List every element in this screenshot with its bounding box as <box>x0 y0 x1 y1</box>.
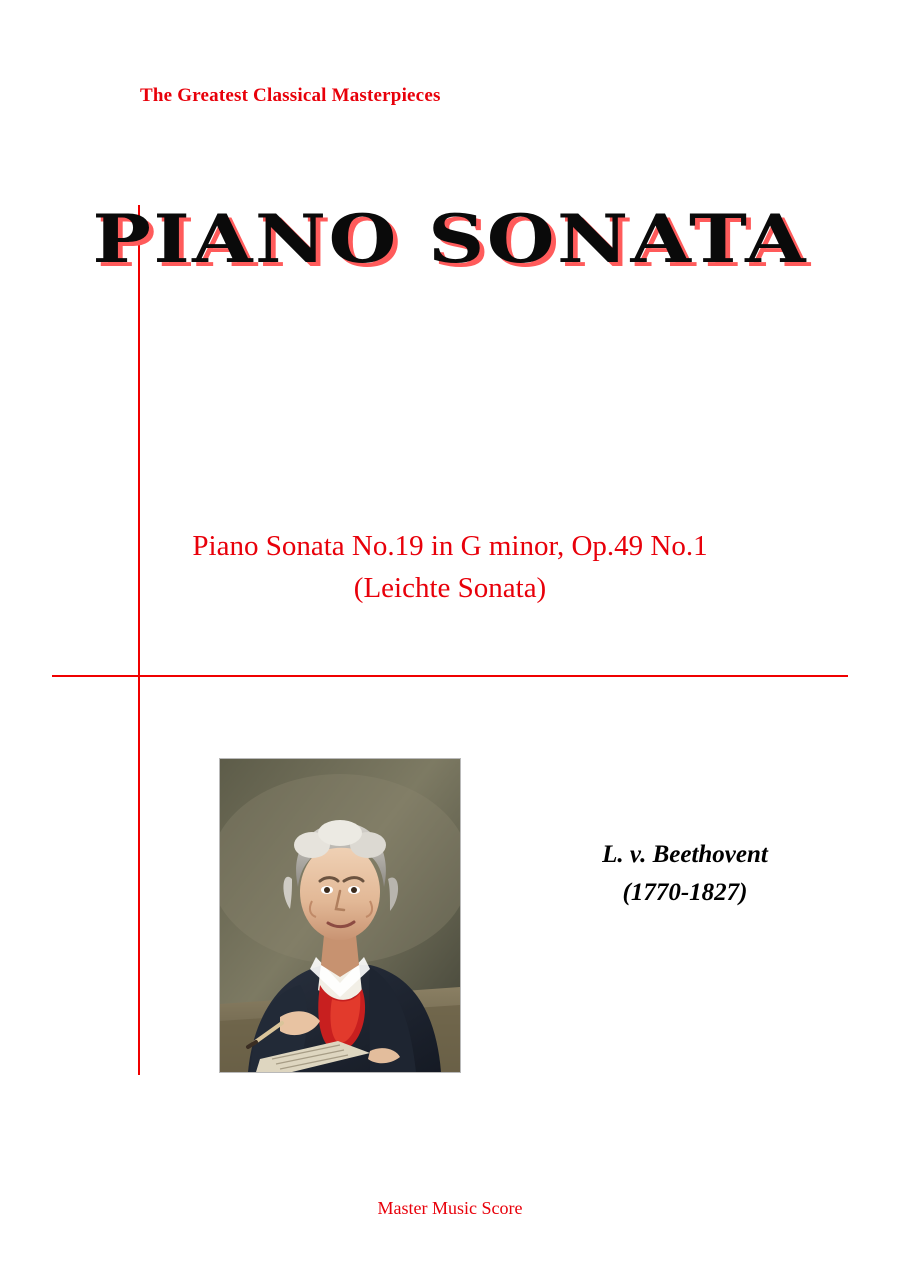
main-title: PIANO SONATA <box>92 200 808 278</box>
work-title <box>0 525 900 609</box>
main-title-container <box>0 200 900 278</box>
composer-years: (1770-1827) <box>622 878 748 906</box>
horizontal-rule <box>52 675 848 677</box>
footer-publisher: Master Music Score <box>377 1198 523 1218</box>
series-title: The Greatest Classical Masterpieces <box>140 85 441 106</box>
composer-block <box>520 836 850 911</box>
vertical-rule <box>138 205 140 1075</box>
composer-portrait <box>219 758 461 1073</box>
composer-name: L. v. Beethovent <box>602 841 768 868</box>
work-title-line-1: Piano Sonata No.19 in G minor, Op.49 No.1 <box>192 530 708 562</box>
work-title-line-2: (Leichte Sonata) <box>353 572 547 605</box>
portrait-image <box>220 759 460 1072</box>
